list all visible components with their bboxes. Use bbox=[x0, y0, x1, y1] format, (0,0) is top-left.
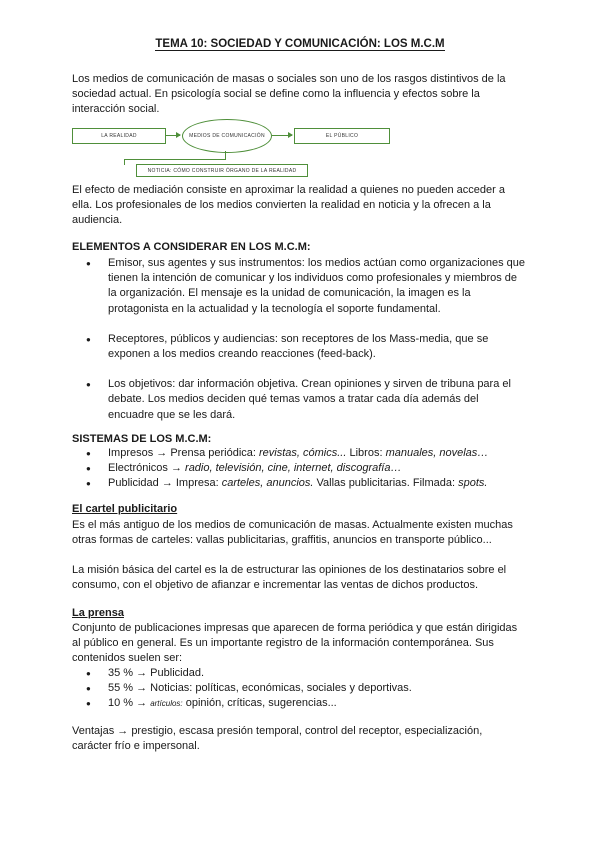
connector-line bbox=[124, 159, 226, 160]
list-item: ● 10 % → artículos: opinión, críticas, sugerencias... bbox=[86, 696, 526, 711]
list-item: ● 55 % → Noticias: políticas, económicas, sociales y deportivas. bbox=[86, 681, 526, 696]
prensa-paragraph: Conjunto de publicaciones impresas que aparecen de forma periódica y que están dirigidas al público en general. Es un importante registro de la información contemporánea. Sus contenidos suelen ser: bbox=[72, 622, 518, 665]
list-item: ● Electrónicos → radio, televisión, cine, internet, discografía… bbox=[86, 461, 526, 476]
prensa-list bbox=[86, 666, 526, 712]
prensa-heading: La prensa bbox=[72, 607, 124, 619]
page-title: TEMA 10: SOCIEDAD Y COMUNICACIÓN: LOS M.C.M bbox=[155, 38, 445, 50]
list-item: ● Receptores, públicos y audiencias: son receptores de los Mass-media, que se exponen a los medios creando reacciones (feed-back). bbox=[86, 332, 526, 362]
mediation-paragraph: El efecto de mediación consiste en aproximar la realidad a quienes no pueden acceder a ella. Los profesionales de los medios convierten la realidad en noticia y la ofrecen a la audiencia. bbox=[72, 184, 505, 227]
cartel-heading: El cartel publicitario bbox=[72, 503, 178, 515]
list-item: ● 35 % → Publicidad. bbox=[86, 666, 526, 681]
diagram-box-news: NOTICIA: CÓMO CONSTRUIR ÓRGANO DE LA REALIDAD bbox=[136, 164, 308, 177]
list-item: ● Los objetivos: dar información objetiva. Crean opiniones y sirven de tribuna para el debate. Los medios deciden qué temas vamos a tratar cada día además del encuadre que se les dará. bbox=[86, 377, 526, 423]
cartel-paragraph-2: La misión básica del cartel es la de estructurar las opiniones de los destinatarios sobre el consumo, con el objetivo de afianzar e incrementar las ventas de dichos productos. bbox=[72, 564, 507, 592]
ventajas-paragraph: Ventajas → prestigio, escasa presión temporal, control del receptor, especialización, carácter frío e impersonal. bbox=[72, 725, 483, 753]
list-item: ● Emisor, sus agentes y sus instrumentos: los medios actúan como organizaciones que tienen la intención de comunicar y los individuos como profesionales y miembros de la organización. El mensaje es la unidad de comunicación, la imagen es la protagonista en la actualidad y la tecnología el soporte fundamental. bbox=[86, 256, 526, 317]
cartel-paragraph-1: Es el más antiguo de los medios de comunicación de masas. Actualmente existen muchas otras formas de carteles: vallas publicitarias, graffitis, anuncios en transporte público... bbox=[72, 519, 513, 547]
diagram-oval-media: MEDIOS DE COMUNICACIÓN bbox=[182, 119, 272, 153]
elementos-heading: ELEMENTOS A CONSIDERAR EN LOS M.C.M: bbox=[72, 241, 311, 253]
arrow-right-icon bbox=[272, 135, 292, 136]
connector-line bbox=[124, 159, 125, 165]
connector-line bbox=[225, 151, 226, 159]
intro-paragraph: Los medios de comunicación de masas o sociales son uno de los rasgos distintivos de la sociedad actual. En psicología social se define como la influencia y efectos sobre la interacción social. bbox=[72, 73, 506, 116]
arrow-right-icon bbox=[166, 135, 180, 136]
elementos-list bbox=[86, 256, 526, 423]
diagram-box-reality: LA REALIDAD bbox=[72, 128, 166, 144]
list-item: ● Publicidad → Impresa: carteles, anuncios. Vallas publicitarias. Filmada: spots. bbox=[86, 476, 526, 491]
sistemas-list bbox=[86, 446, 526, 492]
sistemas-heading: SISTEMAS DE LOS M.C.M: bbox=[72, 433, 212, 445]
list-item: ● Impresos → Prensa periódica: revistas, cómics... Libros: manuales, novelas… bbox=[86, 446, 526, 461]
diagram-box-public: EL PÚBLICO bbox=[294, 128, 390, 144]
